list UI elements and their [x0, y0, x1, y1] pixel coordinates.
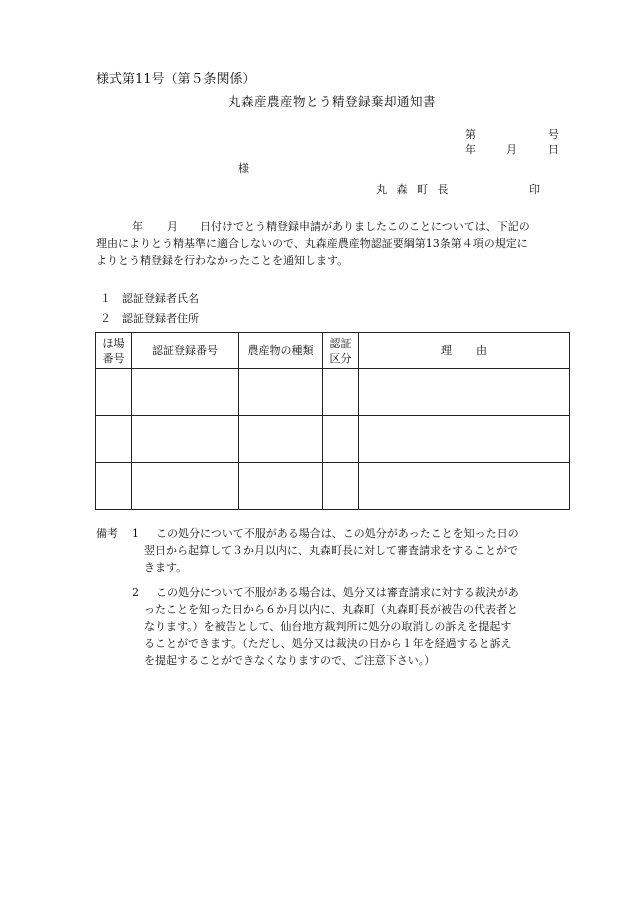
table-cell [359, 463, 570, 510]
table-cell [239, 463, 323, 510]
note-1 [132, 525, 519, 576]
note-line: ったことを知った日から６か月以内に、丸森町（丸森町長が被告の代表者と [144, 603, 518, 616]
recipient-honorific: 様 [238, 162, 249, 175]
paragraph-line-3: よりとう精登録を行わなかったことを通知します。 [96, 254, 349, 267]
note-line: を提起することができなくなりますので、ご注意下さい。） [144, 654, 436, 667]
table-cell [323, 416, 359, 463]
note-2-number: 2 [132, 586, 139, 599]
table-cell [132, 463, 239, 510]
table-cell [96, 369, 132, 416]
paragraph-line-1 [96, 218, 566, 235]
table-cell [359, 369, 570, 416]
table-cell [132, 416, 239, 463]
date-month: 月 [506, 143, 517, 156]
note-2-text [144, 584, 519, 669]
note-line: ることができます。（ただし、処分又は裁決の日から１年を経過すると訴え [144, 637, 512, 650]
table-header-row [96, 333, 570, 369]
table-cell [323, 369, 359, 416]
reason-table [95, 332, 570, 510]
issuer-name: 丸 森 町 長 [376, 183, 452, 196]
note-2 [132, 584, 519, 669]
note-line: この処分について不服がある場合は、処分又は審査請求に対する裁決があ [156, 586, 519, 599]
header-certification-class: 認証 区分 [323, 333, 359, 369]
note-1-number: 1 [132, 527, 139, 540]
header-product-type: 農産物の種類 [239, 333, 323, 369]
header-reason: 理 由 [359, 333, 570, 369]
note-line: きます。 [144, 561, 188, 574]
seal-mark: 印 [529, 183, 540, 196]
item-registrant-address: ２ 認証登録者住所 [100, 312, 199, 325]
para-month: 月 [167, 220, 178, 233]
date-year: 年 [465, 143, 476, 156]
note-line: 翌日から起算して３か月以内に、丸森町長に対して審査請求をすることがで [144, 544, 518, 557]
table-cell [96, 463, 132, 510]
note-1-text [144, 525, 519, 576]
note-line: なります。）を被告として、仙台地方裁判所に処分の取消しの訴えを提起す [144, 620, 512, 633]
date-day: 日 [548, 143, 559, 156]
notice-paragraph [96, 218, 566, 269]
notes-label: 備考 [96, 527, 118, 540]
table-row [96, 416, 570, 463]
form-number: 様式第11号（第５条関係） [96, 72, 256, 87]
note-line: この処分について不服がある場合は、この処分があったことを知った日の [156, 527, 519, 540]
table-cell [323, 463, 359, 510]
item-registrant-name: １ 認証登録者氏名 [100, 292, 199, 305]
header-registration-number: 認証登録番号 [132, 333, 239, 369]
para-line1-text: 日付けでとう精登録申請がありましたこのことについては、下記の [200, 220, 530, 233]
table-cell [239, 416, 323, 463]
table-cell [239, 369, 323, 416]
table-cell [96, 416, 132, 463]
number-suffix: 号 [548, 128, 559, 141]
table-row [96, 463, 570, 510]
table-cell [359, 416, 570, 463]
table-cell [132, 369, 239, 416]
document-title: 丸森産農産物とう精登録棄却通知書 [228, 94, 437, 109]
header-field-number: ほ場 番号 [96, 333, 132, 369]
para-year: 年 [132, 220, 143, 233]
paragraph-line-2: 理由によりとう精基準に適合しないので、丸森産農産物認証要綱第13条第４項の規定に [96, 237, 528, 250]
table-row [96, 369, 570, 416]
number-prefix: 第 [465, 128, 476, 141]
